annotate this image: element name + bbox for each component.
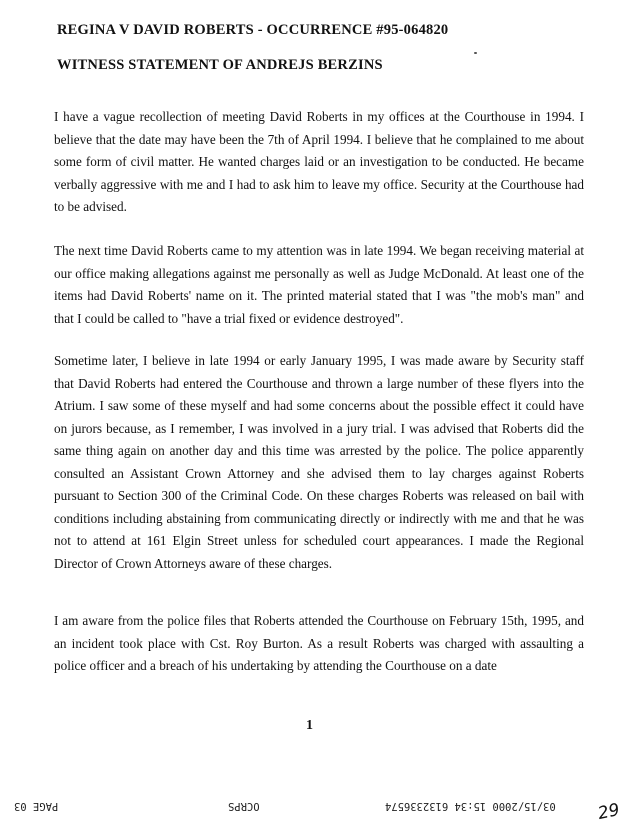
paragraph-2: The next time David Roberts came to my attention was in late 1994. We began receiving material at our office making allegations against me personally as well as Judge McDonald. At least one of the items had David Roberts' name on it. The printed material stated that I was "the mob's man" and that I could be called to "have a trial fixed or evidence destroyed". (54, 243, 584, 326)
fax-number-time: 03/15/2000 15:34 6132336574 (385, 800, 556, 812)
page-number: 1 (306, 718, 313, 733)
fax-header-line (0, 800, 640, 818)
statement-title: WITNESS STATEMENT OF ANDREJS BERZINS (57, 57, 383, 73)
fax-page-label: PAGE 03 (14, 800, 59, 812)
scan-speck (474, 52, 477, 54)
fax-sender: OCRPS (228, 800, 260, 812)
paragraph-1: I have a vague recollection of meeting David Roberts in my offices at the Courthouse in 1994. I believe that the date may have been the 7th of April 1994. I believe that he complained to me about some form of civil matter. He wanted charges laid or an investigation to be conducted. He became verbally aggressive with me and I had to ask him to leave my office. Security at the Courthouse had to be advised. (54, 109, 584, 214)
paragraph-3: Sometime later, I believe in late 1994 or early January 1995, I was made aware by Security staff that David Roberts had entered the Courthouse and thrown a large number of these flyers into the Atrium. I saw some of these myself and had some concerns about the possible effect it could have on jurors because, as I remember, I was involved in a jury trial. I was advised that Roberts did the same thing again on another day and this time was arrested by the police. The police apparently consulted an Assistant Crown Attorney and she advised them to lay charges against Roberts pursuant to Section 300 of the Criminal Code. On these charges Roberts was released on bail with conditions including abstaining from communicating directly or indirectly with me and that he was not to attend at 161 Elgin Street unless for scheduled court appearances. I made the Regional Director of Crown Attorneys aware of these charges. (54, 353, 584, 571)
case-title: REGINA V DAVID ROBERTS - OCCURRENCE #95-064820 (57, 22, 449, 38)
handwritten-page-mark: 29 (596, 799, 622, 825)
paragraph-4: I am aware from the police files that Roberts attended the Courthouse on February 15th, 1995, and an incident took place with Cst. Roy Burton. As a result Roberts was charged with assaulting a police officer and a breach of his undertaking by attending the Courthouse on a date (54, 613, 584, 673)
